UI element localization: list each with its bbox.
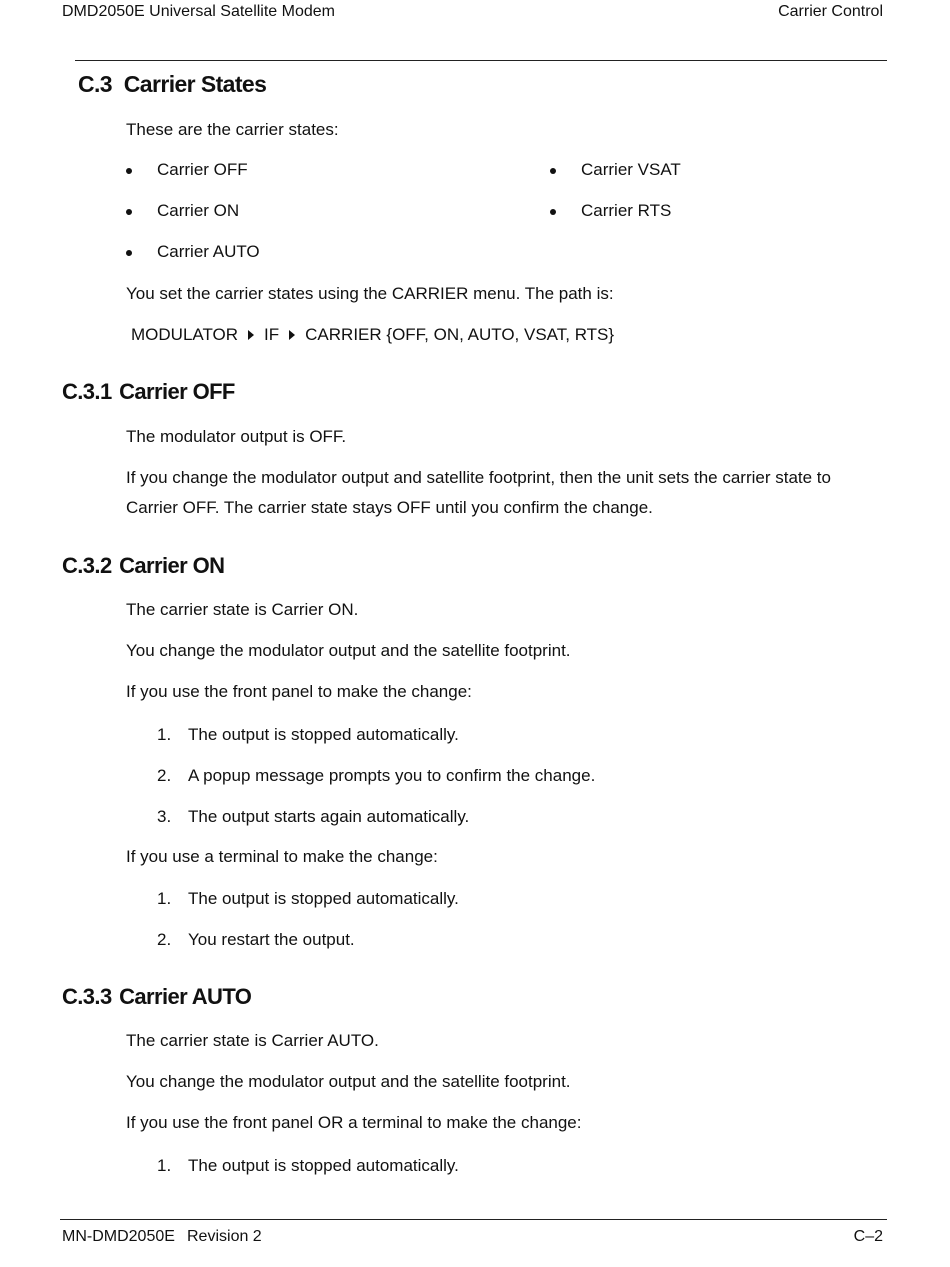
item-text: The output is stopped automatically.: [188, 889, 459, 908]
heading-c32-title: Carrier ON: [119, 553, 225, 578]
header-chapter-title: Carrier Control: [778, 3, 883, 20]
bullet-text: Carrier ON: [157, 201, 240, 220]
heading-c32-number: C.3.2: [62, 553, 112, 578]
item-number: 1.: [157, 1156, 172, 1175]
arrow-right-icon: [289, 330, 295, 340]
bullet-item: [550, 201, 672, 221]
footer-manual-number: MN-DMD2050E: [62, 1228, 175, 1245]
numbered-item: [157, 889, 459, 909]
bullet-icon: [126, 250, 132, 256]
header-rule: [75, 60, 887, 61]
heading-c31-title: Carrier OFF: [119, 379, 235, 404]
heading-c3-title: Carrier States: [123, 71, 267, 97]
footer-rule: [60, 1219, 887, 1220]
c32-paragraph-3: If you use the front panel to make the change:: [126, 682, 472, 701]
menu-path: [131, 325, 614, 345]
c31-paragraph-1: The modulator output is OFF.: [126, 427, 347, 446]
bullet-item: [126, 201, 240, 221]
c33-paragraph-3: If you use the front panel OR a terminal to make the change:: [126, 1113, 582, 1132]
c33-paragraph-1: The carrier state is Carrier AUTO.: [126, 1031, 379, 1050]
numbered-item: [157, 725, 459, 745]
numbered-item: [157, 766, 596, 786]
item-text: The output is stopped automatically.: [188, 725, 459, 744]
bullet-item: [550, 160, 681, 180]
bullet-text: Carrier OFF: [157, 160, 248, 179]
c3-menu-text: You set the carrier states using the CARRIER menu. The path is:: [126, 284, 614, 303]
bullet-text: Carrier AUTO: [157, 242, 260, 261]
c32-paragraph-4: If you use a terminal to make the change:: [126, 847, 438, 866]
bullet-item: [126, 160, 248, 180]
arrow-right-icon: [248, 330, 254, 340]
item-number: 3.: [157, 807, 172, 826]
numbered-item: [157, 1156, 459, 1176]
bullet-icon: [126, 209, 132, 215]
heading-c32: [62, 553, 224, 579]
heading-c31: [62, 379, 235, 405]
item-text: The output starts again automatically.: [188, 807, 470, 826]
item-text: A popup message prompts you to confirm the change.: [188, 766, 596, 785]
numbered-item: [157, 807, 470, 827]
bullet-text: Carrier VSAT: [581, 160, 681, 179]
heading-c33-title: Carrier AUTO: [119, 984, 252, 1009]
bullet-icon: [550, 209, 556, 215]
heading-c3: [78, 71, 266, 98]
c33-paragraph-2: You change the modulator output and the satellite footprint.: [126, 1072, 571, 1091]
bullet-icon: [126, 168, 132, 174]
heading-c33: [62, 984, 251, 1010]
menu-path-step-modulator: MODULATOR: [131, 325, 239, 344]
header-document-title: DMD2050E Universal Satellite Modem: [62, 3, 335, 20]
c32-paragraph-1: The carrier state is Carrier ON.: [126, 600, 359, 619]
heading-c33-number: C.3.3: [62, 984, 112, 1009]
footer-page-number: C–2: [853, 1228, 883, 1245]
item-number: 2.: [157, 766, 172, 785]
heading-c3-number: C.3: [78, 71, 112, 97]
menu-path-step-if: IF: [264, 325, 280, 344]
bullet-item: [126, 242, 260, 262]
c31-paragraph-2: If you change the modulator output and satellite footprint, then the unit sets the carrier state to Carrier OFF. The carrier state stays OFF until you confirm the change.: [126, 468, 831, 517]
menu-path-step-carrier: CARRIER {OFF, ON, AUTO, VSAT, RTS}: [305, 325, 615, 344]
item-text: The output is stopped automatically.: [188, 1156, 459, 1175]
c32-paragraph-2: You change the modulator output and the satellite footprint.: [126, 641, 571, 660]
bullet-text: Carrier RTS: [581, 201, 672, 220]
item-text: You restart the output.: [188, 930, 355, 949]
item-number: 1.: [157, 725, 172, 744]
c3-intro: These are the carrier states:: [126, 120, 339, 139]
numbered-item: [157, 930, 355, 950]
footer-revision: Revision 2: [187, 1228, 262, 1245]
bullet-icon: [550, 168, 556, 174]
heading-c31-number: C.3.1: [62, 379, 112, 404]
item-number: 2.: [157, 930, 172, 949]
item-number: 1.: [157, 889, 172, 908]
